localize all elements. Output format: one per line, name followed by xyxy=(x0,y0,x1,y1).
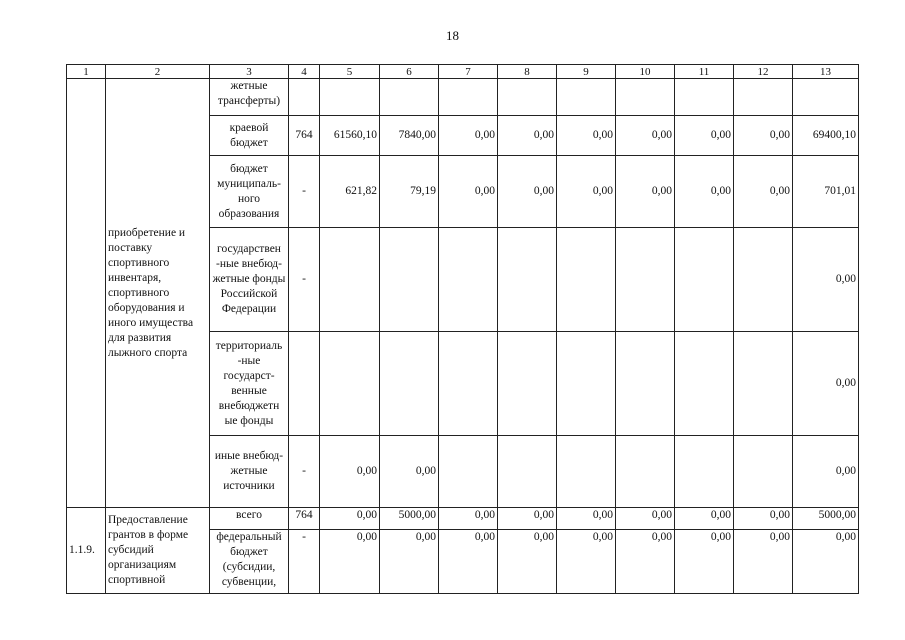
page-number: 18 xyxy=(446,28,459,43)
value-cell: 0,00 xyxy=(557,530,616,594)
header-cell: 9 xyxy=(557,65,616,79)
value-cell: 621,82 xyxy=(320,156,380,228)
value-cell: 0,00 xyxy=(616,116,675,156)
value-cell: 0,00 xyxy=(557,116,616,156)
value-cell: 0,00 xyxy=(793,530,859,594)
value-cell xyxy=(439,228,498,332)
header-row xyxy=(67,65,859,79)
value-cell: 5000,00 xyxy=(793,508,859,530)
value-cell: 0,00 xyxy=(675,116,734,156)
value-cell: 5000,00 xyxy=(380,508,439,530)
value-cell xyxy=(734,228,793,332)
value-cell: 0,00 xyxy=(793,436,859,508)
source-cell: краевой бюджет xyxy=(210,116,289,156)
value-cell xyxy=(675,436,734,508)
value-cell: 0,00 xyxy=(320,508,380,530)
code-cell: - xyxy=(289,156,320,228)
value-cell: 0,00 xyxy=(498,116,557,156)
value-cell: 79,19 xyxy=(380,156,439,228)
source-cell: государствен -ные внебюд- жетные фонды Российской Федерации xyxy=(210,228,289,332)
code-cell: - xyxy=(289,436,320,508)
value-cell: 0,00 xyxy=(498,508,557,530)
header-cell: 6 xyxy=(380,65,439,79)
budget-table xyxy=(66,64,859,594)
value-cell: 0,00 xyxy=(439,156,498,228)
value-cell xyxy=(439,79,498,116)
value-cell: 0,00 xyxy=(498,530,557,594)
value-cell xyxy=(498,79,557,116)
header-cell: 5 xyxy=(320,65,380,79)
value-cell xyxy=(734,436,793,508)
value-cell xyxy=(380,79,439,116)
value-cell: 0,00 xyxy=(675,530,734,594)
header-cell: 11 xyxy=(675,65,734,79)
value-cell: 0,00 xyxy=(320,530,380,594)
value-cell xyxy=(557,228,616,332)
source-cell: федеральный бюджет (субсидии, субвенции, xyxy=(210,530,289,594)
value-cell: 0,00 xyxy=(380,436,439,508)
value-cell: 7840,00 xyxy=(380,116,439,156)
value-cell: 0,00 xyxy=(616,530,675,594)
header-cell: 8 xyxy=(498,65,557,79)
value-cell: 0,00 xyxy=(675,508,734,530)
value-cell xyxy=(557,332,616,436)
value-cell xyxy=(557,79,616,116)
value-cell xyxy=(793,79,859,116)
item-name-cell: Предоставление грантов в форме субсидий организациям спортивной xyxy=(106,508,210,594)
value-cell: 0,00 xyxy=(498,156,557,228)
code-cell: - xyxy=(289,530,320,594)
value-cell xyxy=(380,228,439,332)
value-cell xyxy=(320,79,380,116)
value-cell xyxy=(320,332,380,436)
item-name-cell: приобретение и поставку спортивного инвентаря, спортивного оборудования и иного имущества для развития лыжного спорта xyxy=(106,79,210,508)
header-cell: 4 xyxy=(289,65,320,79)
value-cell xyxy=(498,436,557,508)
code-cell: - xyxy=(289,228,320,332)
value-cell xyxy=(734,79,793,116)
code-cell: 764 xyxy=(289,116,320,156)
value-cell: 0,00 xyxy=(734,116,793,156)
value-cell: 0,00 xyxy=(616,508,675,530)
table-row xyxy=(67,79,859,116)
header-cell: 12 xyxy=(734,65,793,79)
value-cell xyxy=(498,332,557,436)
value-cell xyxy=(439,436,498,508)
value-cell xyxy=(734,332,793,436)
header-cell: 3 xyxy=(210,65,289,79)
item-number-cell: 1.1.9. xyxy=(67,508,106,594)
value-cell xyxy=(616,332,675,436)
value-cell xyxy=(498,228,557,332)
value-cell: 0,00 xyxy=(380,530,439,594)
value-cell: 0,00 xyxy=(734,508,793,530)
source-cell: всего xyxy=(210,508,289,530)
value-cell: 701,01 xyxy=(793,156,859,228)
value-cell xyxy=(675,79,734,116)
table-row xyxy=(67,508,859,530)
code-cell: 764 xyxy=(289,508,320,530)
value-cell xyxy=(616,436,675,508)
value-cell: 0,00 xyxy=(557,156,616,228)
value-cell xyxy=(320,228,380,332)
source-cell: иные внебюд- жетные источники xyxy=(210,436,289,508)
value-cell: 0,00 xyxy=(793,228,859,332)
header-cell: 1 xyxy=(67,65,106,79)
value-cell: 69400,10 xyxy=(793,116,859,156)
source-cell: бюджет муниципаль- ного образования xyxy=(210,156,289,228)
value-cell: 61560,10 xyxy=(320,116,380,156)
value-cell xyxy=(675,228,734,332)
header-cell: 2 xyxy=(106,65,210,79)
value-cell: 0,00 xyxy=(439,530,498,594)
value-cell xyxy=(557,436,616,508)
source-cell: территориаль -ные государст- венные внебюджетн ые фонды xyxy=(210,332,289,436)
item-number-cell xyxy=(67,79,106,508)
header-cell: 7 xyxy=(439,65,498,79)
code-cell xyxy=(289,332,320,436)
value-cell: 0,00 xyxy=(439,116,498,156)
value-cell xyxy=(439,332,498,436)
value-cell xyxy=(616,79,675,116)
code-cell xyxy=(289,79,320,116)
value-cell: 0,00 xyxy=(734,530,793,594)
value-cell: 0,00 xyxy=(557,508,616,530)
value-cell xyxy=(616,228,675,332)
header-cell: 10 xyxy=(616,65,675,79)
value-cell: 0,00 xyxy=(439,508,498,530)
value-cell xyxy=(675,332,734,436)
header-cell: 13 xyxy=(793,65,859,79)
source-cell: жетные трансферты) xyxy=(210,79,289,116)
value-cell: 0,00 xyxy=(616,156,675,228)
value-cell: 0,00 xyxy=(675,156,734,228)
value-cell: 0,00 xyxy=(793,332,859,436)
value-cell xyxy=(380,332,439,436)
value-cell: 0,00 xyxy=(734,156,793,228)
value-cell: 0,00 xyxy=(320,436,380,508)
